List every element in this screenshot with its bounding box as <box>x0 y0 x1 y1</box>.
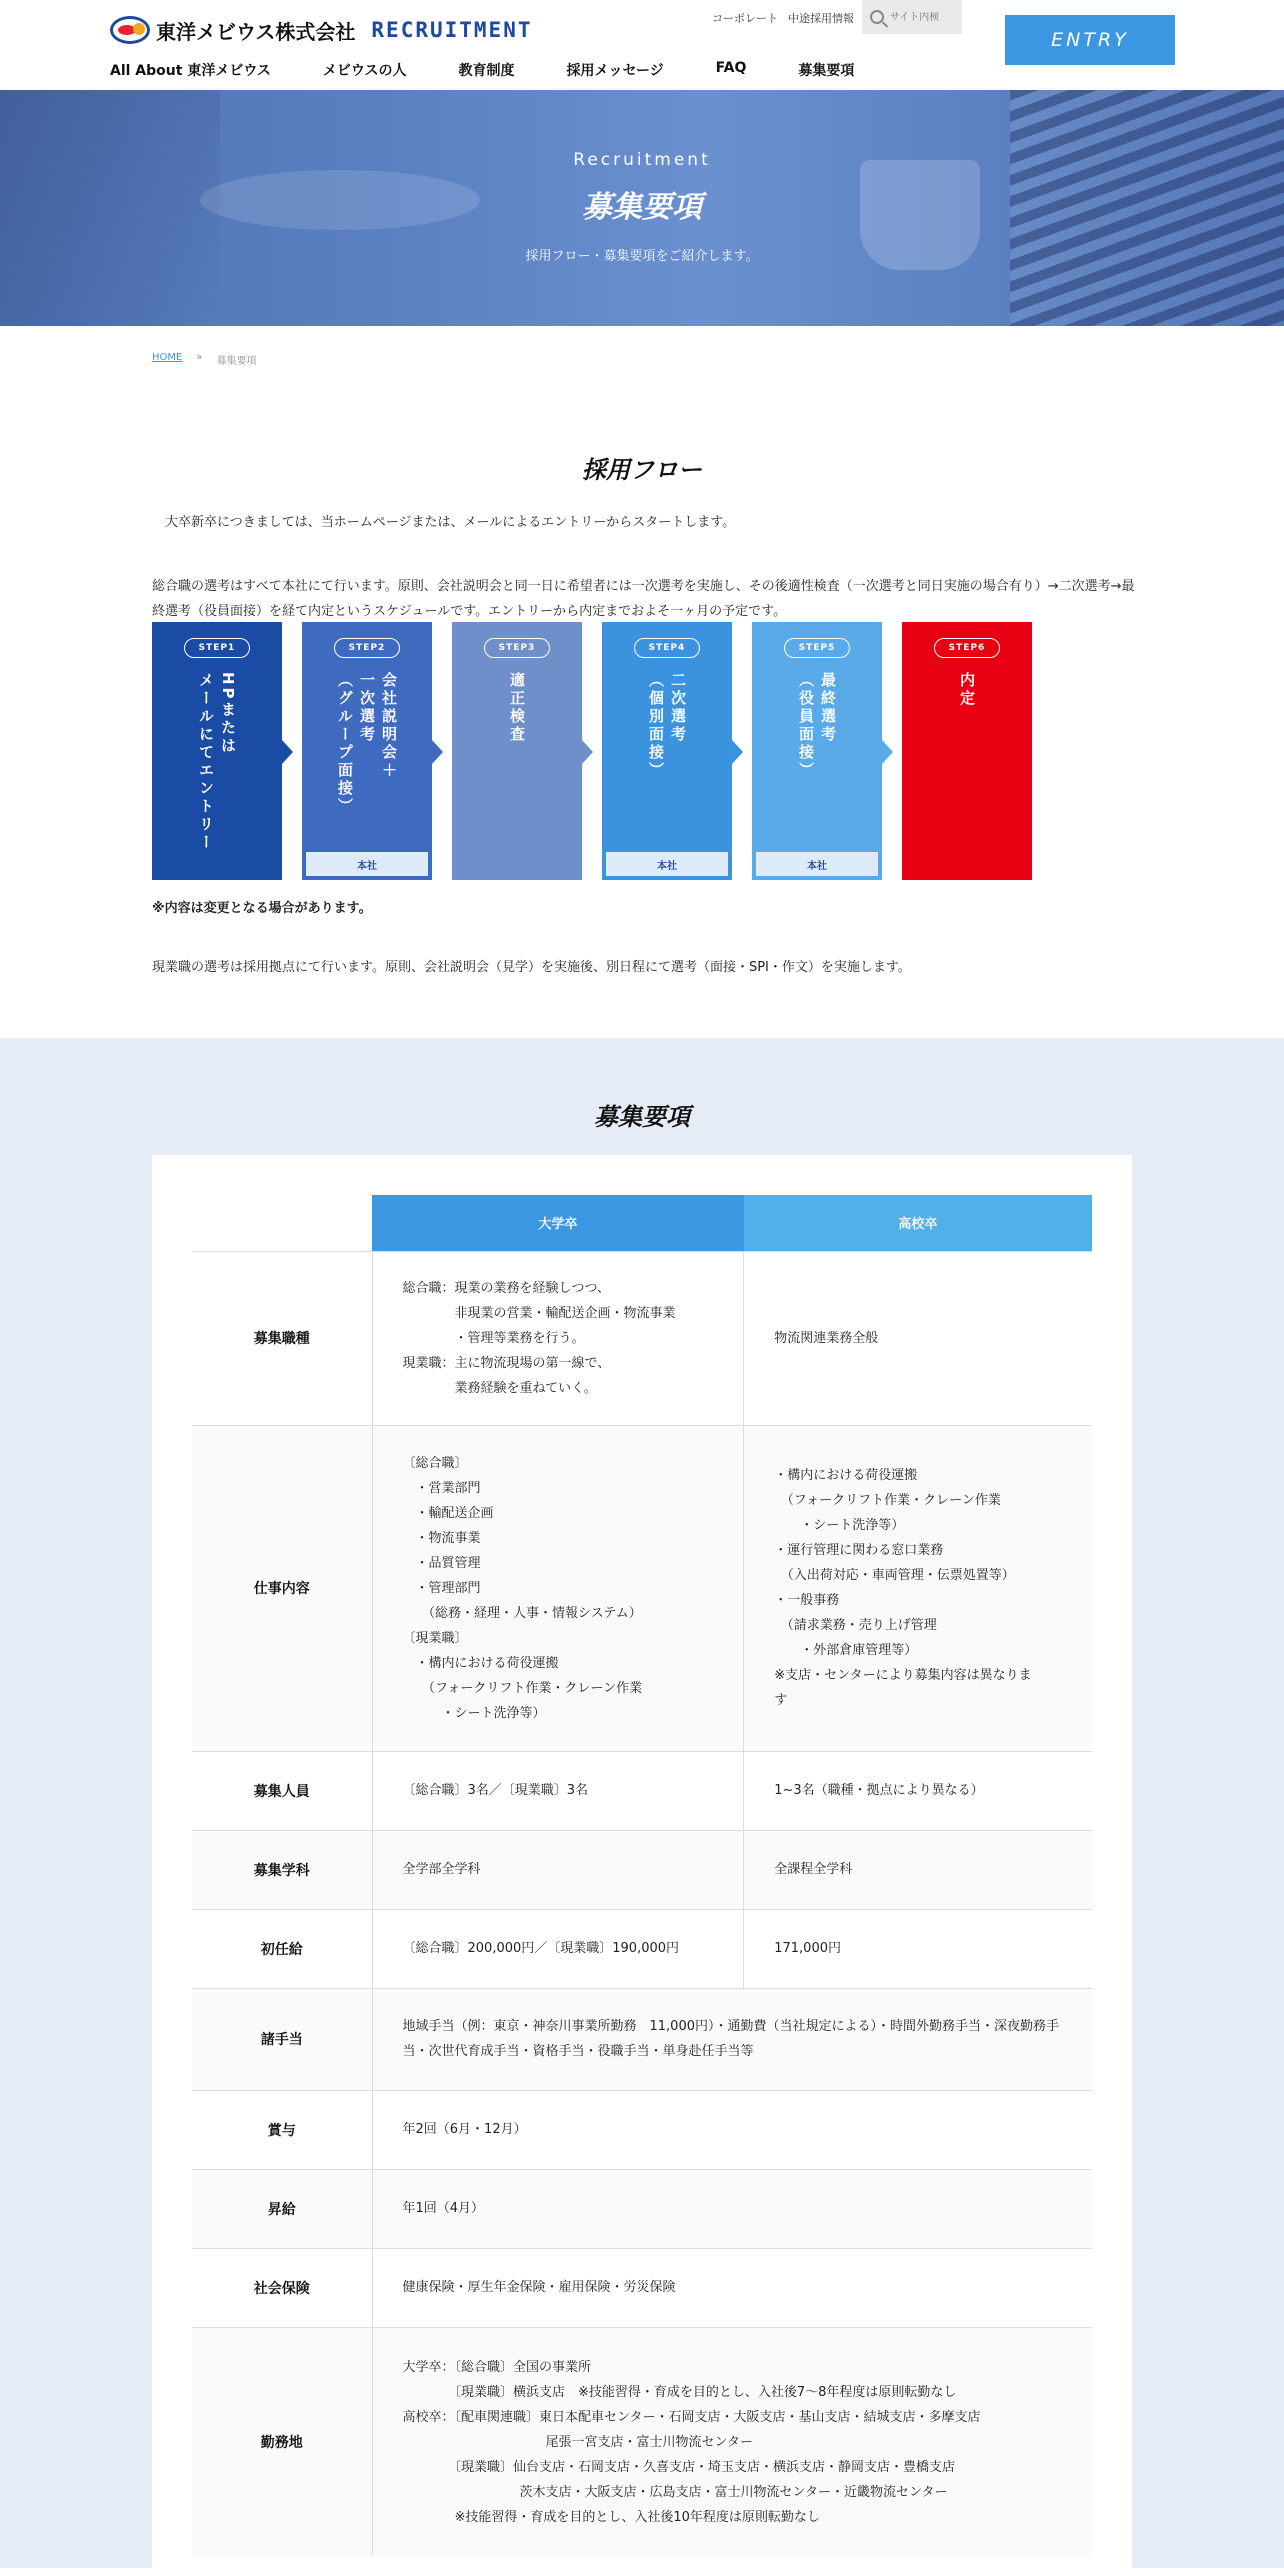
flow-title: 採用フロー <box>582 456 702 484</box>
step-label: 二次選考 （個別面接） <box>647 672 687 780</box>
breadcrumb-home[interactable]: HOME <box>152 352 183 363</box>
step-badge: STEP3 <box>484 638 550 658</box>
step-6 <box>902 622 1032 880</box>
step-4 <box>602 622 732 880</box>
step-badge: STEP4 <box>634 638 700 658</box>
cell-highschool: ・構内における荷役運搬 （フォークリフト作業・クレーン作業 ・シート洗浄等） ・運行管理に関わる窓口業務 （入出荷対応・車両管理・伝票処置等） ・一般事務 （請求業務・売り上げ管理 ・外部倉庫管理等） ※支店・センターにより募集内容は異なりま す <box>744 1425 1092 1751</box>
requirements-table <box>192 1195 1092 2557</box>
hero-eyebrow: Recruitment <box>573 150 711 170</box>
step-5 <box>752 622 882 880</box>
nav-all-about[interactable]: All About 東洋メビウス <box>110 63 271 79</box>
step-badge: STEP1 <box>184 638 250 658</box>
cell-full: 地域手当（例：東京・神奈川事業所勤務 11,000円）・通勤費（当社規定による）・時間外勤務手当・深夜勤務手当・次世代育成手当・資格手当・役職手当・単身赴任手当等 <box>372 1988 1092 2090</box>
requirements-title: 募集要項 <box>594 1103 690 1131</box>
row-label: 賞与 <box>267 2122 296 2139</box>
flow-description-field: 現業職の選考は採用拠点にて行います。原則、会社説明会（見学）を実施後、別日程にて選考（面接・SPI・作文）を実施します。 <box>152 960 911 975</box>
step-arrow <box>882 740 893 764</box>
step-label: 適正検査 <box>508 672 526 744</box>
cell-highschool: 物流関連業務全般 <box>744 1251 1092 1425</box>
nav-message[interactable]: 採用メッセージ <box>566 63 664 79</box>
row-label: 社会保険 <box>253 2280 310 2297</box>
nav-education[interactable]: 教育制度 <box>458 63 515 79</box>
table-row <box>192 2327 1092 2557</box>
step-location: 本社 <box>754 850 880 878</box>
step-badge: STEP6 <box>934 638 1000 658</box>
cell-highschool: 171,000円 <box>744 1909 1092 1988</box>
search-input[interactable] <box>890 12 960 23</box>
page-title: 募集要項 <box>582 190 702 225</box>
row-label: 仕事内容 <box>253 1581 310 1597</box>
step-label: HPまたは メールにてエントリー <box>197 672 237 852</box>
company-logo-mark <box>110 16 150 44</box>
step-badge: STEP5 <box>784 638 850 658</box>
col-university: 大学卒 <box>372 1195 744 1251</box>
hero-banner <box>0 90 1284 326</box>
row-label: 募集学科 <box>253 1862 310 1879</box>
logo-recruitment: RECRUITMENT <box>371 18 533 42</box>
breadcrumb <box>152 352 256 367</box>
table-header-row <box>192 1195 1092 1251</box>
logo[interactable] <box>110 14 532 46</box>
row-label: 募集職種 <box>253 1331 310 1347</box>
step-location: 本社 <box>604 850 730 878</box>
cell-university: 〔総合職〕3名／〔現業職〕3名 <box>372 1751 744 1830</box>
flow-description: 総合職の選考はすべて本社にて行います。原則、会社説明会と同一日に希望者には一次選考を実施し、その後適性検査（一次選考と同日実施の場合有り）→二次選考→最終選考（役員面接）を経て内定というスケジュールです。エントリーから内定までおよそ一ヶ月の予定です。 <box>152 579 1135 619</box>
row-label: 勤務地 <box>260 2435 303 2452</box>
main-nav <box>110 60 906 80</box>
nav-faq[interactable]: FAQ <box>715 60 747 76</box>
logo-company-name: 東洋メビウス株式会社 <box>156 19 356 44</box>
cell-university: 〔総合職〕200,000円／〔現業職〕190,000円 <box>372 1909 744 1988</box>
step-arrow <box>432 740 443 764</box>
cell-university: 〔総合職〕 ・営業部門 ・輸配送企画 ・物流事業 ・品質管理 ・管理部門 （総務・経理・人事・情報システム） 〔現業職〕 ・構内における荷役運搬 （フォークリフト作業・クレーン作業 ・シート洗浄等） <box>372 1425 744 1751</box>
table-row <box>192 1988 1092 2090</box>
entry-button[interactable]: ENTRY <box>1005 15 1175 65</box>
table-row <box>192 2248 1092 2327</box>
utility-links <box>712 10 854 26</box>
search-box <box>862 0 962 34</box>
row-label: 諸手当 <box>260 2032 303 2048</box>
step-2 <box>302 622 432 880</box>
flow-note: ※内容は変更となる場合があります。 <box>152 901 372 916</box>
step-badge: STEP2 <box>334 638 400 658</box>
cell-university: 総合職：現業の業務を経験しつつ、 非現業の営業・輸配送企画・物流事業 ・管理等業務を行う。 現業職：主に物流現場の第一線で、 業務経験を重ねていく。 <box>372 1251 744 1425</box>
row-label: 募集人員 <box>253 1783 310 1800</box>
cell-full: 大学卒：〔総合職〕全国の事業所 〔現業職〕横浜支店 ※技能習得・育成を目的とし、入社後7～8年程度は原則転勤なし 高校卒：〔配車関連職〕東日本配車センター・石岡支店・大阪支店・基山支店・結城支店・多摩支店 尾張一宮支店・富士川物流センター 〔現業職〕仙台支店・石岡支店・久喜支店・埼玉支店・横浜支店・静岡支店・豊橋支店 茨木支店・大阪支店・広島支店・富士川物流センター・近畿物流センター ※技能習得・育成を目的とし、入社後10年程度は原則転勤なし <box>372 2327 1092 2557</box>
step-label: 最終選考 （役員面接） <box>797 672 837 780</box>
step-arrow <box>582 740 593 764</box>
table-row <box>192 1909 1092 1988</box>
cell-full: 年2回（6月・12月） <box>372 2090 1092 2169</box>
cell-full: 健康保険・厚生年金保険・雇用保険・労災保険 <box>372 2248 1092 2327</box>
nav-people[interactable]: メビウスの人 <box>322 63 407 79</box>
row-label: 初任給 <box>260 1941 303 1958</box>
table-row <box>192 1830 1092 1909</box>
step-arrow <box>282 740 293 764</box>
breadcrumb-current: 募集要項 <box>216 356 257 367</box>
cell-highschool: 1~3名（職種・拠点により異なる） <box>744 1751 1092 1830</box>
step-label: 内定 <box>958 672 976 708</box>
breadcrumb-separator: » <box>196 352 203 363</box>
recruitment-steps <box>152 622 1032 882</box>
table-row <box>192 1251 1092 1425</box>
cell-highschool: 全課程全学科 <box>744 1830 1092 1909</box>
cell-university: 全学部全学科 <box>372 1830 744 1909</box>
col-highschool: 高校卒 <box>744 1195 1092 1251</box>
table-row <box>192 2090 1092 2169</box>
site-header <box>0 0 1284 90</box>
step-arrow <box>732 740 743 764</box>
step-3 <box>452 622 582 880</box>
step-1 <box>152 622 282 880</box>
step-location: 本社 <box>304 850 430 878</box>
table-row <box>192 1751 1092 1830</box>
table-header-blank <box>192 1195 372 1251</box>
midcareer-link[interactable]: 中途採用情報 <box>788 12 854 25</box>
step-label: 会社説明会＋ 一次選考 （グループ面接） <box>336 672 398 816</box>
row-label: 昇給 <box>267 2201 296 2218</box>
corporate-link[interactable]: コーポレート <box>712 12 778 25</box>
flow-lead: 大卒新卒につきましては、当ホームページまたは、メールによるエントリーからスタートします。 <box>165 515 736 530</box>
search-icon[interactable] <box>870 10 884 24</box>
table-row <box>192 1425 1092 1751</box>
table-row <box>192 2169 1092 2248</box>
hero-subtitle: 採用フロー・募集要項をご紹介します。 <box>525 249 759 264</box>
requirements-card <box>152 1155 1132 2568</box>
cell-full: 年1回（4月） <box>372 2169 1092 2248</box>
nav-requirements[interactable]: 募集要項 <box>798 63 855 79</box>
